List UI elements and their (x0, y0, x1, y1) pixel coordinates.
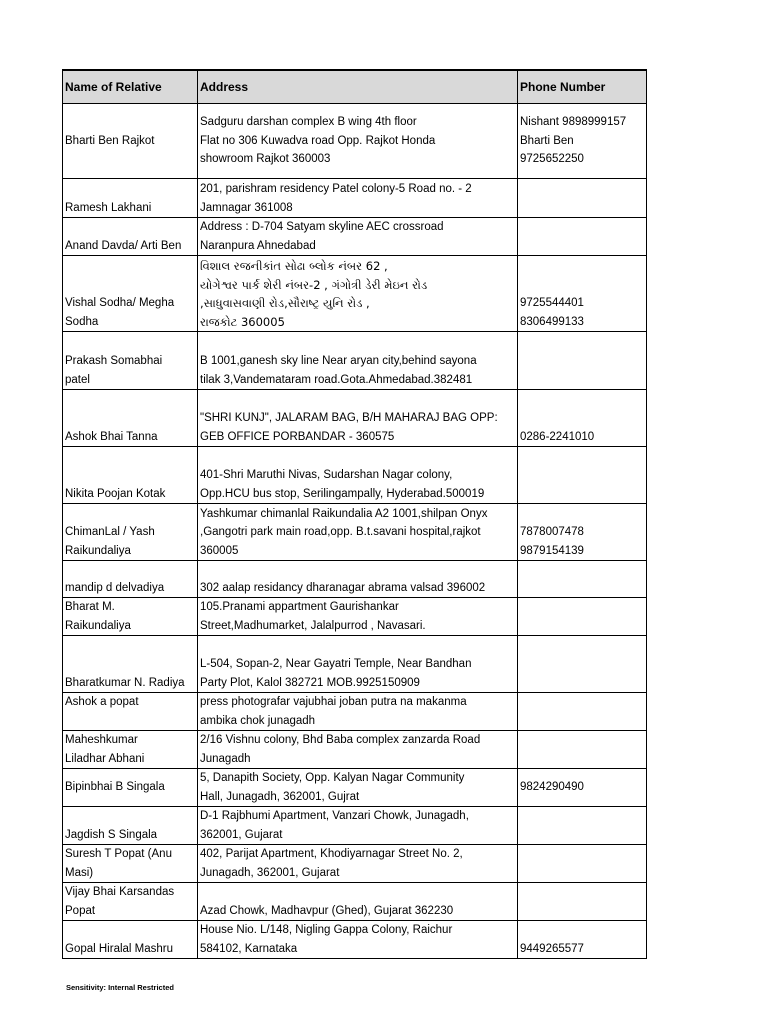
relative-name: ChimanLal / Yash Raikundaliya (63, 504, 198, 561)
relative-address: 302 aalap residancy dharanagar abrama valsad 396002 (198, 561, 518, 598)
relative-name: Prakash Somabhai patel (63, 332, 198, 390)
table-row (63, 218, 647, 256)
relative-address: Yashkumar chimanlal Raikundalia A2 1001,shilpan Onyx ,Gangotri park main road,opp. B.t.savani hospital,rajkot 360005 (198, 504, 518, 561)
relative-phone: 7878007478 9879154139 (518, 504, 647, 561)
relatives-contact-table (62, 69, 647, 959)
relative-phone: 9725544401 8306499133 (518, 256, 647, 332)
relative-name: Anand Davda/ Arti Ben (63, 218, 198, 256)
table-row (63, 561, 647, 598)
relative-address: Address : D-704 Satyam skyline AEC crossroad Naranpura Ahnedabad (198, 218, 518, 256)
relative-name: Bharatkumar N. Radiya (63, 636, 198, 693)
relative-address: વિશાલ રજનીકાંત સોઢા બ્લોક નંબર 62 , યોગેશ્વર પાર્ક શેરી નંબર-2 , ગંગોત્રી ડેરી મેઇન રોડ ,સાધુવાસવાણી રોડ,સૌરાષ્ટ્ર યુનિ રોડ , રાજકોટ 360005 (198, 256, 518, 332)
relative-phone (518, 332, 647, 390)
header-name: Name of Relative (63, 70, 198, 104)
relative-address: 5, Danapith Society, Opp. Kalyan Nagar Community Hall, Junagadh, 362001, Gujrat (198, 769, 518, 807)
table-row (63, 598, 647, 636)
header-phone: Phone Number (518, 70, 647, 104)
table-row (63, 731, 647, 769)
relative-phone (518, 731, 647, 769)
relative-name: Bharat M. Raikundaliya (63, 598, 198, 636)
table-row (63, 693, 647, 731)
table-row (63, 390, 647, 447)
relative-address: Sadguru darshan complex B wing 4th floor Flat no 306 Kuwadva road Opp. Rajkot Honda showroom Rajkot 360003 (198, 104, 518, 179)
table-row (63, 921, 647, 959)
relative-phone (518, 447, 647, 504)
relative-address: D-1 Rajbhumi Apartment, Vanzari Chowk, Junagadh, 362001, Gujarat (198, 807, 518, 845)
relative-address: L-504, Sopan-2, Near Gayatri Temple, Near Bandhan Party Plot, Kalol 382721 MOB.9925150909 (198, 636, 518, 693)
relative-address: 105.Pranami appartment Gaurishankar Street,Madhumarket, Jalalpurrod , Navasari. (198, 598, 518, 636)
relative-address: House Nio. L/148, Nigling Gappa Colony, Raichur 584102, Karnataka (198, 921, 518, 959)
table-header-row (63, 70, 647, 104)
relative-name: Gopal Hiralal Mashru (63, 921, 198, 959)
relative-name: mandip d delvadiya (63, 561, 198, 598)
relative-name: Nikita Poojan Kotak (63, 447, 198, 504)
relative-address: 402, Parijat Apartment, Khodiyarnagar Street No. 2, Junagadh, 362001, Gujarat (198, 845, 518, 883)
relative-name: Suresh T Popat (Anu Masi) (63, 845, 198, 883)
relative-name: Vijay Bhai Karsandas Popat (63, 883, 198, 921)
relative-phone (518, 807, 647, 845)
table-row (63, 447, 647, 504)
relative-phone: 0286-2241010 (518, 390, 647, 447)
relative-phone (518, 179, 647, 218)
relative-phone (518, 845, 647, 883)
relative-name: Bharti Ben Rajkot (63, 104, 198, 179)
relative-phone (518, 598, 647, 636)
table-row (63, 332, 647, 390)
relative-name: Bipinbhai B Singala (63, 769, 198, 807)
sensitivity-footer: Sensitivity: Internal Restricted (66, 983, 174, 992)
relative-phone: 9824290490 (518, 769, 647, 807)
relative-phone (518, 636, 647, 693)
relative-address: 401-Shri Maruthi Nivas, Sudarshan Nagar colony, Opp.HCU bus stop, Serilingampally, Hyderabad.500019 (198, 447, 518, 504)
table-row (63, 636, 647, 693)
relative-address: 201, parishram residency Patel colony-5 Road no. - 2 Jamnagar 361008 (198, 179, 518, 218)
relative-phone (518, 561, 647, 598)
relative-address: B 1001,ganesh sky line Near aryan city,behind sayona tilak 3,Vandemataram road.Gota.Ahmedabad.382481 (198, 332, 518, 390)
table-row (63, 179, 647, 218)
relative-phone (518, 883, 647, 921)
relative-address: press photografar vajubhai joban putra na makanma ambika chok junagadh (198, 693, 518, 731)
header-address: Address (198, 70, 518, 104)
table-row (63, 104, 647, 179)
table-row (63, 504, 647, 561)
relative-name: Ashok a popat (63, 693, 198, 731)
table-row (63, 845, 647, 883)
relative-phone (518, 693, 647, 731)
table-row (63, 769, 647, 807)
relative-phone: Nishant 9898999157 Bharti Ben 9725652250 (518, 104, 647, 179)
relative-name: Ashok Bhai Tanna (63, 390, 198, 447)
relative-address: 2/16 Vishnu colony, Bhd Baba complex zanzarda Road Junagadh (198, 731, 518, 769)
relative-address: Azad Chowk, Madhavpur (Ghed), Gujarat 362230 (198, 883, 518, 921)
relative-address: "SHRI KUNJ", JALARAM BAG, B/H MAHARAJ BAG OPP: GEB OFFICE PORBANDAR - 360575 (198, 390, 518, 447)
relative-name: Vishal Sodha/ Megha Sodha (63, 256, 198, 332)
relative-phone: 9449265577 (518, 921, 647, 959)
table-row (63, 256, 647, 332)
table-row (63, 883, 647, 921)
table-row (63, 807, 647, 845)
relative-name: Maheshkumar Liladhar Abhani (63, 731, 198, 769)
relative-phone (518, 218, 647, 256)
relative-name: Jagdish S Singala (63, 807, 198, 845)
relative-name: Ramesh Lakhani (63, 179, 198, 218)
